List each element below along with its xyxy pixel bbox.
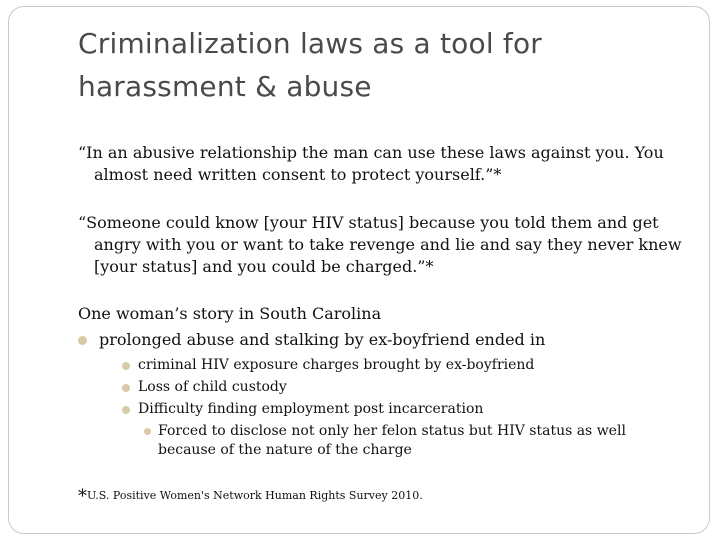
bullet-dot-icon — [78, 336, 87, 345]
title-line-2: harassment & abuse — [78, 70, 372, 103]
bullet-dot-icon — [144, 428, 151, 435]
footnote-star: * — [78, 486, 87, 507]
title-line-1: Criminalization laws as a tool for — [78, 27, 543, 60]
story-heading: One woman’s story in South Carolina — [78, 304, 382, 323]
bullet-level-2-text: Difficulty finding employment post incarceration — [138, 401, 484, 417]
bullet-level-3 — [144, 422, 684, 460]
bullet-level-2 — [122, 400, 483, 419]
bullet-level-2-text: criminal HIV exposure charges brought by ex-boyfriend — [138, 357, 535, 373]
footnote — [78, 486, 423, 507]
bullet-dot-icon — [122, 384, 130, 392]
bullet-level-2-text: Loss of child custody — [138, 379, 287, 395]
bullet-level-2 — [122, 356, 534, 375]
bullet-dot-icon — [122, 406, 130, 414]
bullet-level-3-text: Forced to disclose not only her felon status but HIV status as well because of the nature of the charge — [158, 423, 626, 458]
bullet-level-1-text: prolonged abuse and stalking by ex-boyfriend ended in — [99, 330, 546, 349]
slide-title — [78, 22, 678, 108]
bullet-dot-icon — [122, 362, 130, 370]
footnote-text: U.S. Positive Women's Network Human Rights Survey 2010. — [87, 489, 423, 502]
bullet-level-1 — [78, 329, 545, 351]
quote-1: “In an abusive relationship the man can use these laws against you. You almost need written consent to protect yourself.”* — [78, 143, 664, 184]
bullet-level-2 — [122, 378, 287, 397]
quote-2: “Someone could know [your HIV status] because you told them and get angry with you or want to take revenge and lie and say they never knew [your status] and you could be charged.”* — [78, 213, 682, 276]
